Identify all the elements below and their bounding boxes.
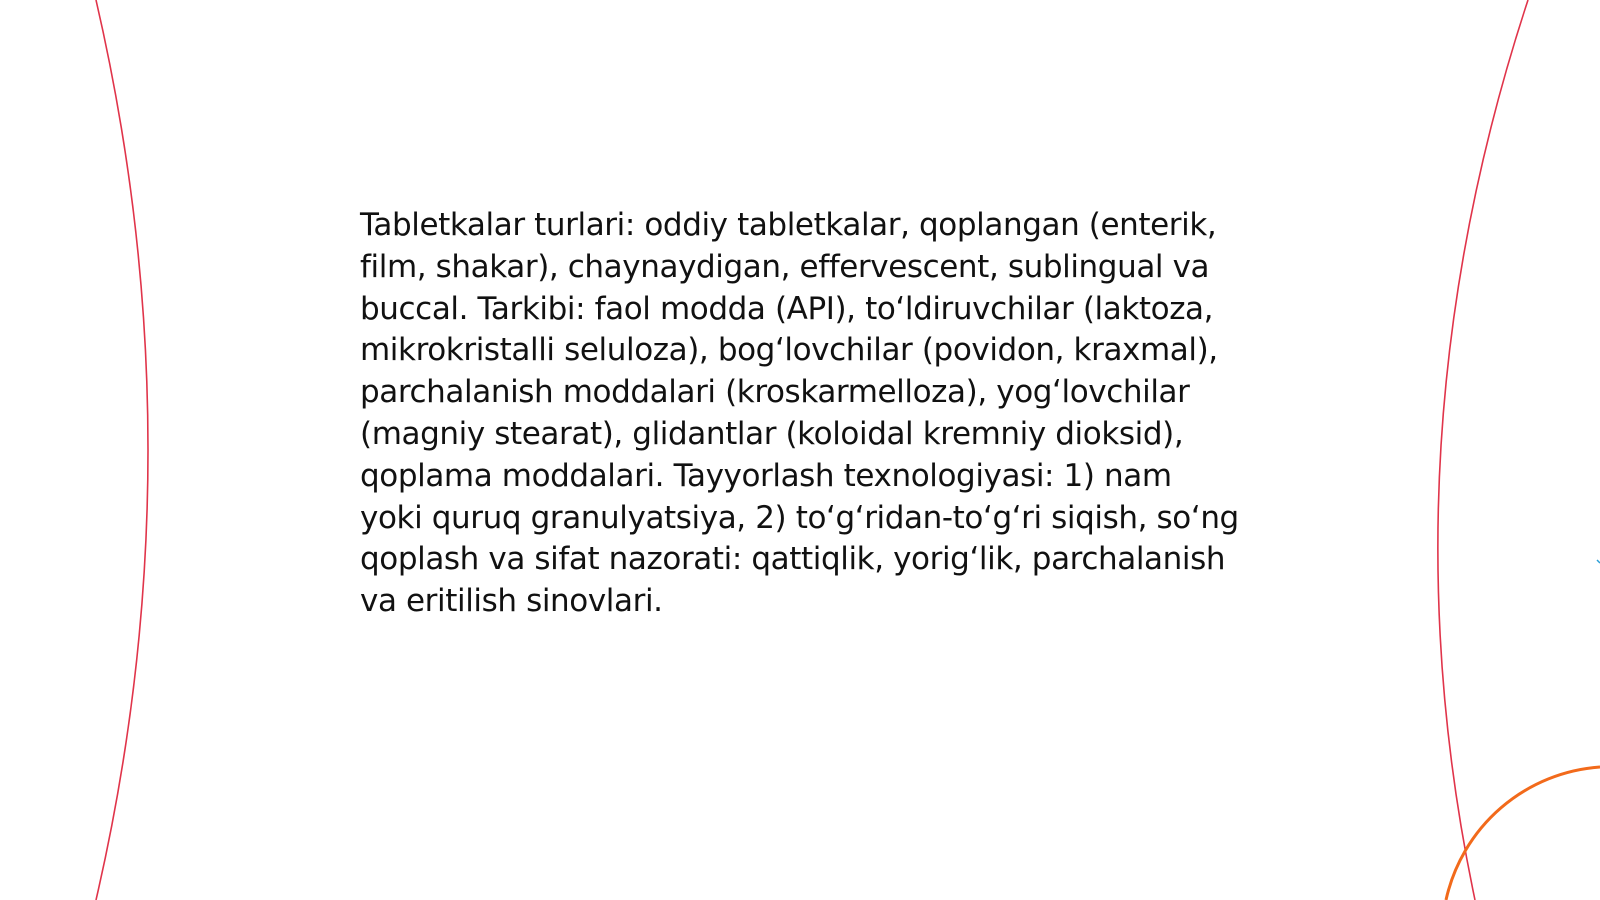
orange-corner-arc bbox=[1446, 767, 1600, 900]
right-curve-line bbox=[1438, 0, 1528, 900]
slide-body-text: Tabletkalar turlari: oddiy tabletkalar, qoplangan (enterik, film, shakar), chaynaydigan, effervescent, sublingual va buccal. Tarkibi: faol modda (API), to‘ldiruvchilar (laktoza, mikrokristalli seluloza), bog‘lovchilar (povidon, kraxmal), parchalanish moddalari (kroskarmelloza), yog‘lovchilar (magniy stearat), glidantlar (koloidal kremniy dioksid), qoplama moddalari. Tayyorlash texnologiyasi: 1) nam yoki quruq granulyatsiya, 2) to‘g‘ridan-to‘g‘ri siqish, so‘ng qoplash va sifat nazorati: qattiqlik, yorig‘lik, parchalanish va eritilish sinovlari. bbox=[360, 207, 1239, 620]
left-curve-line bbox=[96, 0, 148, 900]
